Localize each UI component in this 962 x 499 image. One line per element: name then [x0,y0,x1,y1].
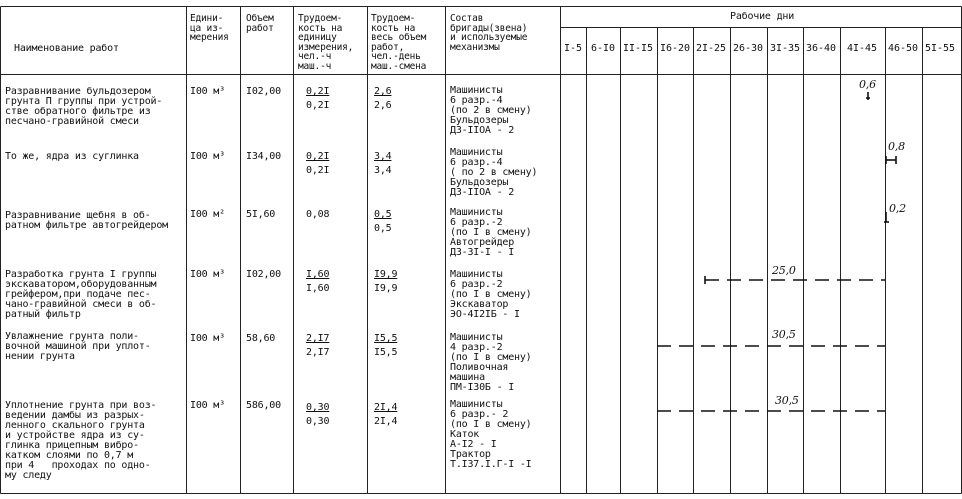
row-name: Разравнивание бульдозером грунта П группы при устрой- стве обратного фильтре из песчано-гравийной смеси [5,86,163,127]
row-labor-total-bottom: I9,9 [374,283,398,294]
gantt-label-row-2: 0,8 [888,140,905,153]
header-name-of-work: Наименование работ [14,43,119,54]
row-labor-unit-bottom: 2,I7 [306,347,330,358]
row-labor-total-top: 2I,4 [374,402,398,413]
row-labor-unit-top: I,60 [306,269,330,280]
header-crew: Состав бригады(звена) и используемые механизмы [450,13,528,53]
day-col-label: 36-40 [805,43,837,54]
row-unit: I00 м³ [190,269,225,280]
row-volume: 5I,60 [246,209,276,220]
row-name: Уплотнение грунта при воз- ведении дамбы из разрых- ленного скального грунта и устройстве ядра из су- глинка прицепным вибро- катком слоями по 0,7 м при 4 проходах по одно- му следу [5,400,157,481]
row-unit: I00 м³ [190,151,225,162]
row-labor-total-bottom: 2I,4 [374,416,398,427]
row-name: Увлажнение грунта поли- вочной машиной при уплот- нении грунта [5,331,151,362]
day-col-label: 5I-55 [924,43,956,54]
row-labor-unit-top: 0,08 [306,209,330,220]
row-labor-total-bottom: 3,4 [374,165,392,176]
row-labor-total-top: 0,5 [374,209,392,220]
day-col-label: 4I-45 [846,43,878,54]
row-labor-unit-bottom: 0,2I [306,100,330,111]
row-crew: Машинисты 6 разр.-4 ( по 2 в смену) Бульдозеры ДЗ-IIOA - 2 [450,147,538,198]
header-work-days: Рабочие дни [730,11,795,22]
header-labor-total: Трудоем- кость на весь объем работ, чел.-день маш.-смена [371,13,427,72]
day-col-label: 2I-25 [695,43,727,54]
gantt-label-row-1: 0,6 [859,78,876,91]
header-volume: Объем работ [246,13,274,34]
header-unit: Едини- ца из- мерения [190,13,229,43]
row-labor-unit-bottom: 0,2I [306,165,330,176]
row-volume: I02,00 [246,86,281,97]
header-labor-per-unit: Трудоем- кость на единицу измерения, чел.-ч маш.-ч [298,13,354,72]
gantt-label-row-4: 25,0 [772,264,796,277]
day-col-label: II-I5 [622,43,654,54]
row-crew: Машинисты 6 разр.-2 (по I в смену) Экскаватор ЭО-4I2IБ - I [450,269,532,320]
row-name: Разработка грунта I группы экскаватором,оборудованным грейфером,при подаче пес- чано-гравийной смеси в об- ратный фильтр [5,269,157,320]
day-col-label: 6-I0 [590,43,616,54]
row-crew: Машинисты 4 разр.-2 (по I в смену) Поливочная машина ПМ-I30Б - I [450,332,532,393]
row-labor-unit-top: 0,2I [306,151,330,162]
row-labor-total-top: 3,4 [374,151,392,162]
row-labor-unit-bottom: 0,30 [306,416,330,427]
row-labor-unit-top: 2,I7 [306,333,330,344]
row-name: То же, ядра из суглинка [5,151,139,162]
row-volume: 58,60 [246,333,276,344]
row-labor-total-top: I9,9 [374,269,398,280]
row-labor-unit-top: 0,30 [306,402,330,413]
row-crew: Машинисты 6 разр.- 2 (по I в смену) Каток А-I2 - I Трактор Т.I37.I.Г-I -I [450,399,532,470]
gantt-label-row-5: 30,5 [772,328,796,341]
gantt-label-row-3: 0,2 [889,202,906,215]
day-col-label: I-5 [563,43,583,54]
row-labor-total-top: I5,5 [374,333,398,344]
row-volume: 586,00 [246,400,281,411]
row-labor-total-bottom: 0,5 [374,223,392,234]
gantt-label-row-6: 30,5 [775,394,799,407]
row-crew: Машинисты 6 разр.-4 (по 2 в смену) Бульдозеры ДЗ-IIOA - 2 [450,85,532,136]
day-col-label: 26-30 [732,43,764,54]
row-volume: I34,00 [246,151,281,162]
row-unit: I00 м³ [190,400,225,411]
row-volume: I02,00 [246,269,281,280]
row-crew: Машинисты 6 разр.-2 (по I в смену) Автогрейдер ДЗ-3I-I - I [450,207,532,258]
row-unit: I00 м² [190,209,225,220]
day-col-label: 3I-35 [769,43,801,54]
row-labor-total-top: 2,6 [374,86,392,97]
row-labor-unit-bottom: I,60 [306,283,330,294]
day-col-label: 46-50 [887,43,919,54]
row-labor-total-bottom: 2,6 [374,100,392,111]
day-col-label: I6-20 [659,43,691,54]
row-name: Разравнивание щебня в об- ратном фильтре автогрейдером [5,210,168,231]
row-unit: I00 м³ [190,86,225,97]
row-labor-total-bottom: I5,5 [374,347,398,358]
row-unit: I00 м³ [190,333,225,344]
row-labor-unit-top: 0,2I [306,86,330,97]
